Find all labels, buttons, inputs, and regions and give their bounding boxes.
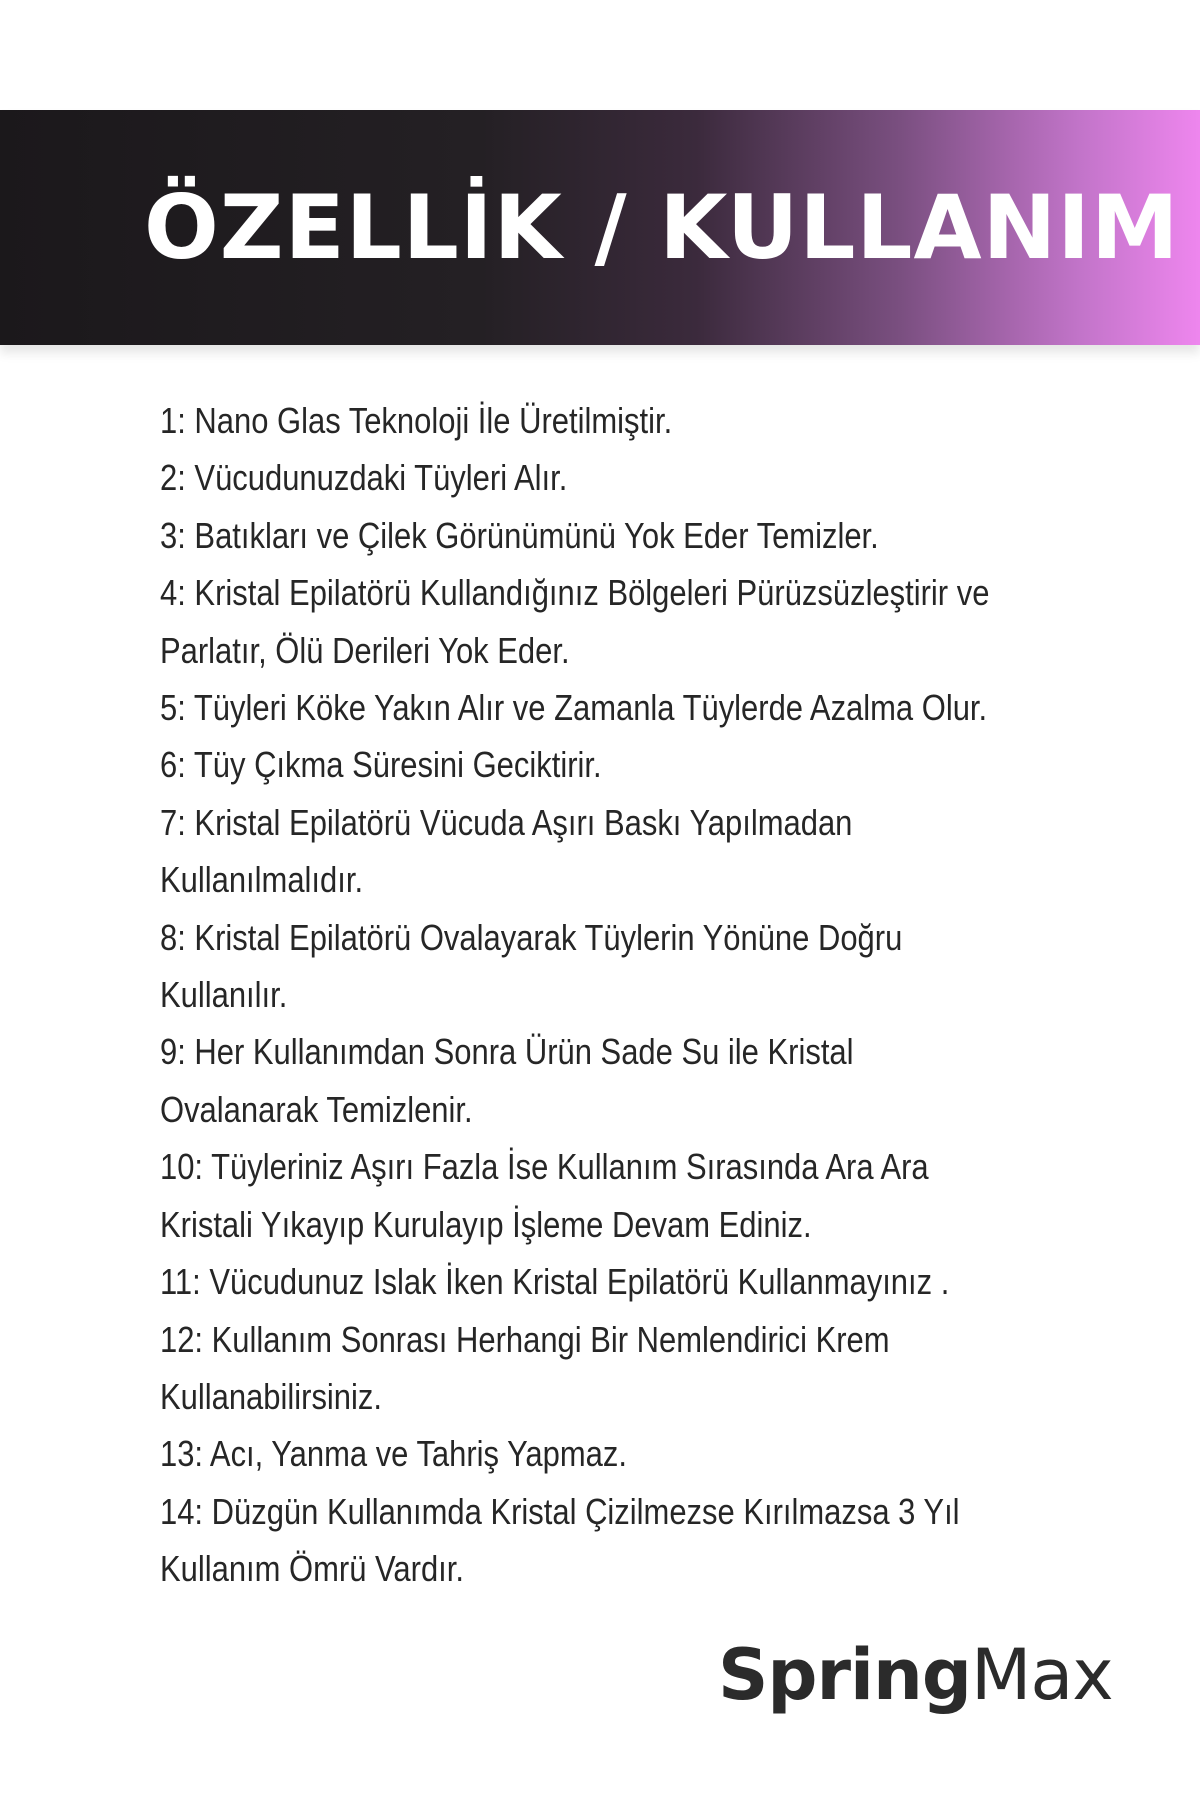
feature-line: 10: Tüyleriniz Aşırı Fazla İse Kullanım Sırasında Ara Ara <box>160 1146 929 1188</box>
feature-line: 8: Kristal Epilatörü Ovalayarak Tüylerin Yönüne Doğru <box>160 916 903 958</box>
feature-line: 2: Vücudunuzdaki Tüyleri Alır. <box>160 457 568 499</box>
feature-line: 9: Her Kullanımdan Sonra Ürün Sade Su ile Kristal <box>160 1031 854 1073</box>
feature-line: 12: Kullanım Sonrası Herhangi Bir Nemlendirici Krem <box>160 1318 890 1360</box>
feature-line: Ovalanarak Temizlenir. <box>160 1088 473 1130</box>
page-title: ÖZELLİK / KULLANIM <box>144 175 1180 279</box>
feature-line: 4: Kristal Epilatörü Kullandığınız Bölgeleri Pürüzsüzleştirir ve <box>160 572 990 614</box>
feature-line: 13: Acı, Yanma ve Tahriş Yapmaz. <box>160 1433 627 1475</box>
feature-list <box>160 392 1060 1598</box>
brand-logo-primary: Spring <box>718 1634 971 1716</box>
header-banner <box>0 110 1200 345</box>
feature-line: Parlatır, Ölü Derileri Yok Eder. <box>160 629 570 671</box>
feature-line: 7: Kristal Epilatörü Vücuda Aşırı Baskı Yapılmadan <box>160 801 853 843</box>
brand-logo-secondary: Max <box>970 1634 1113 1716</box>
brand-logo <box>718 1634 1113 1716</box>
feature-line: 11: Vücudunuz Islak İken Kristal Epilatörü Kullanmayınız . <box>160 1261 950 1303</box>
feature-content <box>160 392 1060 1598</box>
feature-line: 14: Düzgün Kullanımda Kristal Çizilmezse Kırılmazsa 3 Yıl <box>160 1490 960 1532</box>
feature-line: Kristali Yıkayıp Kurulayıp İşleme Devam Ediniz. <box>160 1203 812 1245</box>
feature-line: Kullanım Ömrü Vardır. <box>160 1548 464 1590</box>
feature-line: Kullanılmalıdır. <box>160 859 364 901</box>
feature-line: Kullanabilirsiniz. <box>160 1375 382 1417</box>
feature-line: Kullanılır. <box>160 974 288 1016</box>
feature-line: 1: Nano Glas Teknoloji İle Üretilmiştir. <box>160 400 673 441</box>
feature-line: 6: Tüy Çıkma Süresini Geciktirir. <box>160 744 602 786</box>
feature-line: 5: Tüyleri Köke Yakın Alır ve Zamanla Tüylerde Azalma Olur. <box>160 687 988 729</box>
feature-line: 3: Batıkları ve Çilek Görünümünü Yok Eder Temizler. <box>160 514 879 556</box>
